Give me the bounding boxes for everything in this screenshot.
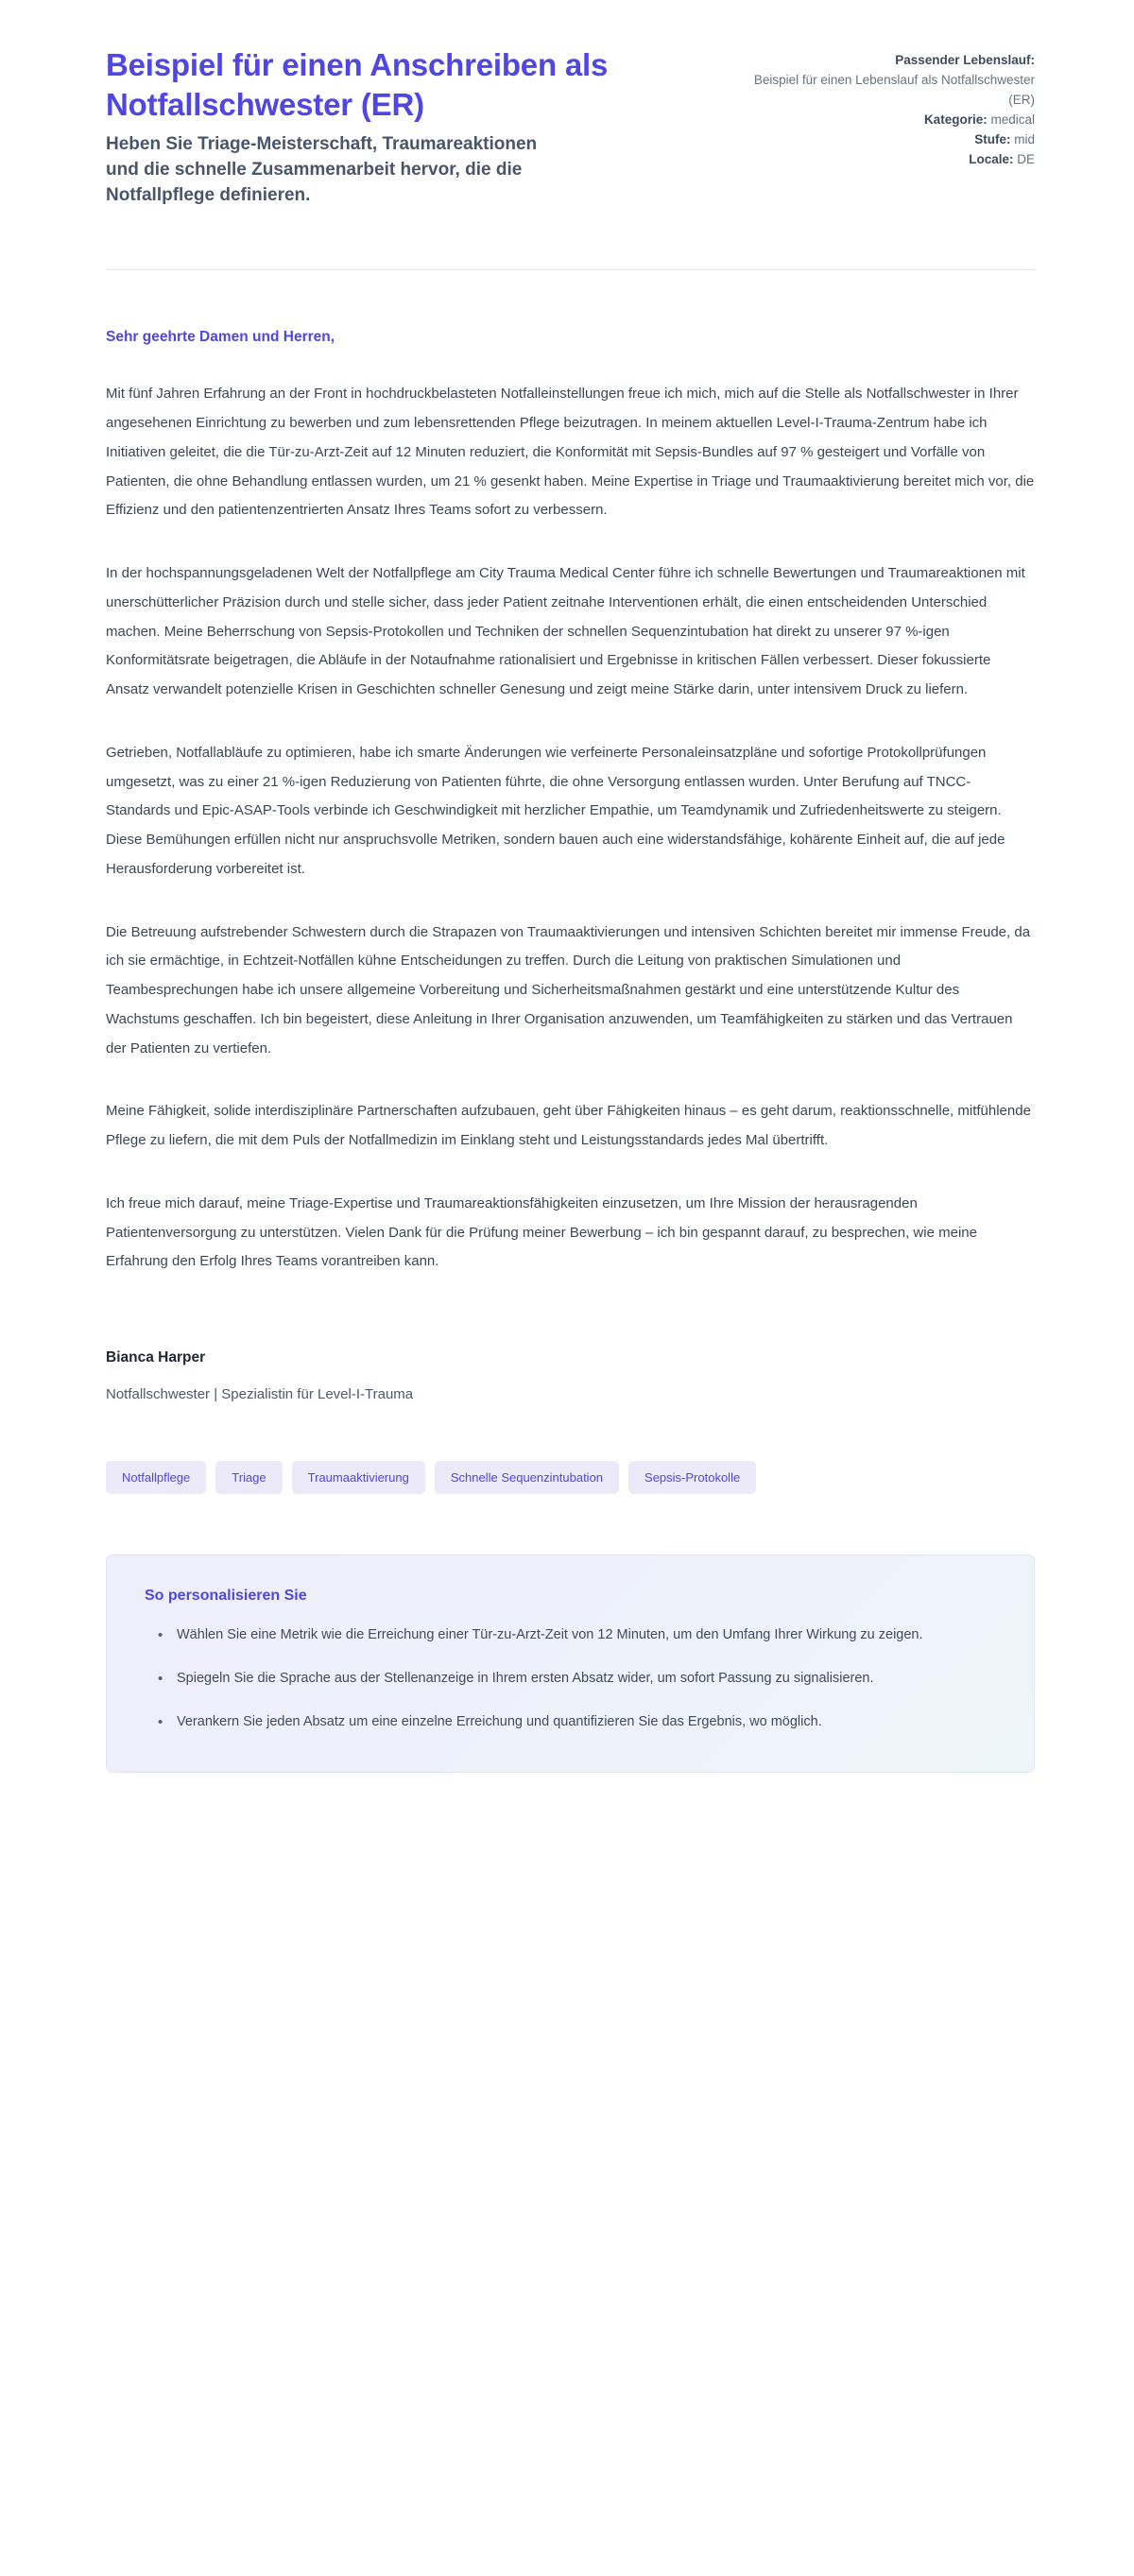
meta-category-value: medical bbox=[990, 112, 1035, 127]
meta-matching-resume-value: Beispiel für einen Lebenslauf als Notfallschwester (ER) bbox=[753, 72, 1035, 107]
page-title: Beispiel für einen Anschreiben als Notfallschwester (ER) bbox=[106, 47, 609, 123]
page-header bbox=[0, 0, 1134, 209]
tag-chip[interactable]: Traumaaktivierung bbox=[292, 1461, 425, 1494]
header-title-block bbox=[106, 45, 713, 209]
meta-category-label: Kategorie: bbox=[923, 112, 988, 127]
callout-list bbox=[145, 1622, 996, 1736]
callout-list-item: • Spiegeln Sie die Sprache aus der Stellenanzeige in Ihrem ersten Absatz wider, um sofort Passung zu signalisieren. bbox=[165, 1665, 996, 1692]
meta-locale bbox=[751, 150, 1035, 170]
letter-salutation: Sehr geehrte Damen und Herren, bbox=[106, 329, 335, 346]
meta-matching-resume bbox=[751, 51, 1035, 111]
meta-level-label: Stufe: bbox=[974, 131, 1011, 146]
tag-chip[interactable]: Schnelle Sequenzintubation bbox=[435, 1461, 619, 1494]
header-divider bbox=[106, 269, 1035, 270]
meta-locale-label: Locale: bbox=[969, 151, 1014, 166]
tag-chip[interactable]: Sepsis-Protokolle bbox=[628, 1461, 756, 1494]
meta-matching-resume-label: Passender Lebenslauf: bbox=[895, 53, 1035, 67]
signature-role: Notfallschwester | Spezialistin für Level-I-Trauma bbox=[106, 1385, 414, 1402]
personalization-callout bbox=[106, 1554, 1035, 1773]
signature-name: Bianca Harper bbox=[106, 1349, 206, 1366]
meta-level-value: mid bbox=[1014, 131, 1035, 146]
meta-locale-value: DE bbox=[1017, 151, 1035, 166]
tag-list bbox=[0, 1461, 1134, 1494]
letter-paragraph: In der hochspannungsgeladenen Welt der Notfallpflege am City Trauma Medical Center führe ich schnelle Bewertungen und Traumareaktionen mit unerschütterlicher Präzision durch und stelle sicher, dass jeder Patient zeitnahe Interventionen erhält, die einen entscheidenden Unterschied machen. Meine Beherrschung von Sepsis-Protokollen und Techniken der schnellen Sequenzintubation hat direkt zu unserer 97 %-igen Konformitätsrate beigetragen, die Abläufe in der Notaufnahme rationalisiert und Ergebnisse in kritischen Fällen verbessert. Dieser fokussierte Ansatz verwandelt potenzielle Krisen in Geschichten schneller Genesung und zeigt meine Stärke darin, unter intensivem Druck zu liefern. bbox=[106, 565, 1025, 698]
letter-paragraph: Getrieben, Notfallabläufe zu optimieren, habe ich smarte Änderungen wie verfeinerte Personaleinsatzpläne und sofortige Protokollprüfungen umgesetzt, was zu einer 21 %-igen Reduzierung von Patienten führte, die ohne Versorgung entlassen wurden. Unter Berufung auf TNCC-Standards und Epic-ASAP-Tools verbinde ich Geschwindigkeit mit herzlicher Empathie, um Teamdynamik und Zufriedenheitswerte zu steigern. Diese Bemühungen erfüllen nicht nur anspruchsvolle Metriken, sondern bauen auch eine widerstandsfähige, kohärente Einheit auf, die auf jede Herausforderung vorbereitet ist. bbox=[106, 744, 1005, 877]
page-subtitle: Heben Sie Triage-Meisterschaft, Traumareaktionen und die schnelle Zusammenarbeit hervor, die die Notfallpflege definieren. bbox=[106, 134, 538, 206]
tag-chip[interactable]: Notfallpflege bbox=[106, 1461, 206, 1494]
signature-block bbox=[0, 1347, 1134, 1406]
document-metadata bbox=[751, 45, 1035, 170]
meta-level bbox=[751, 130, 1035, 150]
letter-paragraph: Meine Fähigkeit, solide interdisziplinäre Partnerschaften aufzubauen, geht über Fähigkeiten hinaus – es geht darum, reaktionsschnelle, mitfühlende Pflege zu liefern, die mit dem Puls der Notfallmedizin im Einklang steht und Leistungsstandards jedes Mal übertrifft. bbox=[106, 1103, 1031, 1149]
callout-title: So personalisieren Sie bbox=[145, 1587, 307, 1604]
callout-list-item: • Verankern Sie jeden Absatz um eine einzelne Erreichung und quantifizieren Sie das Ergebnis, wo möglich. bbox=[165, 1709, 996, 1735]
callout-list-item: • Wählen Sie eine Metrik wie die Erreichung einer Tür-zu-Arzt-Zeit von 12 Minuten, um den Umfang Ihrer Wirkung zu zeigen. bbox=[165, 1622, 996, 1648]
letter-body bbox=[0, 329, 1134, 1277]
letter-paragraph: Die Betreuung aufstrebender Schwestern durch die Strapazen von Traumaaktivierungen und intensiven Schichten bereitet mir immense Freude, da ich sie ermächtige, in Echtzeit-Notfällen kühne Entscheidungen zu treffen. Durch die Leitung von praktischen Simulationen und Teambesprechungen habe ich unsere allgemeine Vorbereitung und Sicherheitsmaßnahmen gestärkt und eine unterstützende Kultur des Wachstums geschaffen. Ich bin begeistert, diese Anleitung in Ihrer Organisation anzuwenden, um Teamfähigkeiten zu stärken und das Vertrauen der Patienten zu vertiefen. bbox=[106, 923, 1031, 1056]
letter-paragraph: Ich freue mich darauf, meine Triage-Expertise und Traumareaktionsfähigkeiten einzusetzen, um Ihre Mission der herausragenden Patientenversorgung zu unterstützen. Vielen Dank für die Prüfung meiner Bewerbung – ich bin gespannt darauf, zu besprechen, wie meine Erfahrung den Erfolg Ihres Teams vorantreiben kann. bbox=[106, 1194, 977, 1270]
tag-chip[interactable]: Triage bbox=[215, 1461, 282, 1494]
letter-paragraph: Mit fünf Jahren Erfahrung an der Front in hochdruckbelasteten Notfalleinstellungen freue ich mich, mich auf die Stelle als Notfallschwester in Ihrer angesehenen Einrichtung zu bewerben und zum lebensrettenden Pflege beizutragen. In meinem aktuellen Level-I-Trauma-Zentrum habe ich Initiativen geleitet, die die Tür-zu-Arzt-Zeit auf 12 Minuten reduziert, die Konformität mit Sepsis-Bundles auf 97 % gesteigert und Vorfälle von Patienten, die ohne Behandlung entlassen wurden, um 21 % gesenkt haben. Meine Expertise in Triage und Traumaaktivierung bereitet mich vor, die Effizienz und den patientenzentrierten Ansatz Ihres Teams sofort zu verbessern. bbox=[106, 386, 1035, 519]
meta-category bbox=[751, 111, 1035, 130]
